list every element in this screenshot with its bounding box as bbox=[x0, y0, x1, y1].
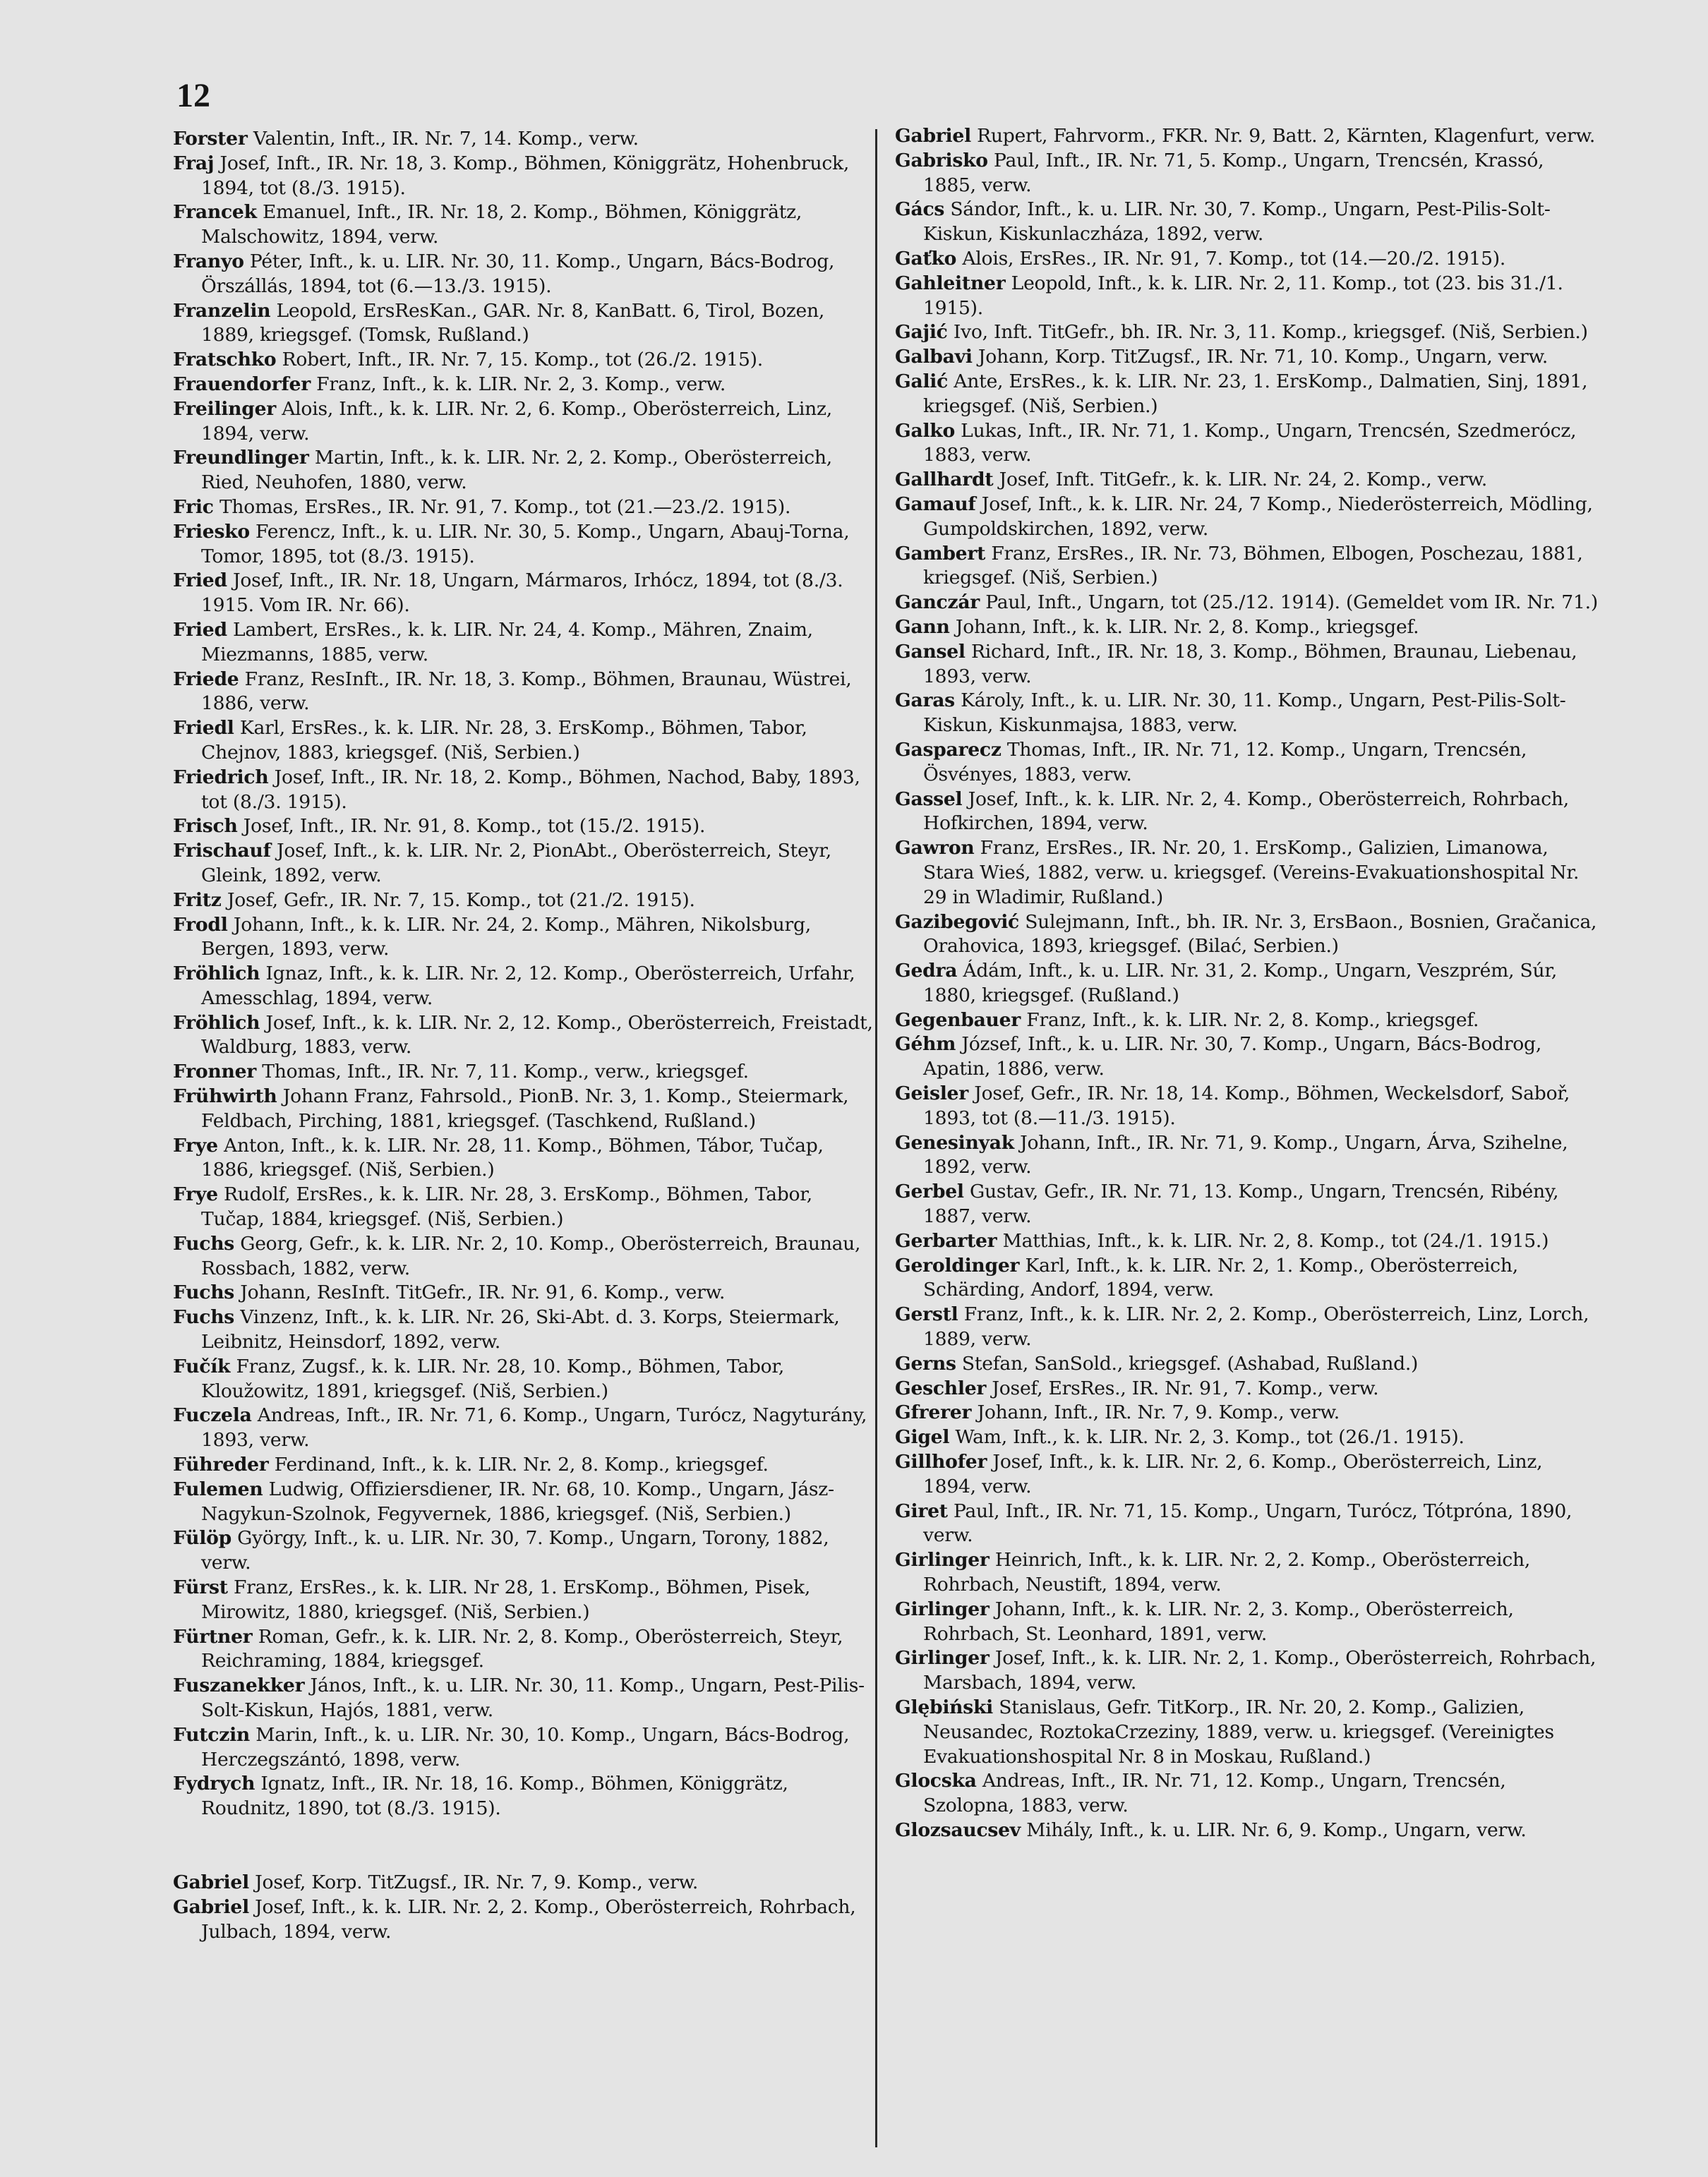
right-entry-list bbox=[895, 124, 1601, 1843]
entry bbox=[895, 1254, 1601, 1303]
entry-surname: Geisler bbox=[895, 1083, 968, 1105]
entry-details: Lambert, ErsRes., k. k. LIR. Nr. 24, 4. Komp., Mähren, Znaim, Miezmanns, 1885, verw. bbox=[201, 618, 813, 665]
entry bbox=[173, 1895, 879, 1945]
entry bbox=[173, 1305, 879, 1355]
entry-surname: Frye bbox=[173, 1134, 218, 1157]
entry-surname: Gawron bbox=[895, 837, 975, 860]
entry bbox=[173, 888, 879, 913]
entry-surname: Gajić bbox=[895, 321, 948, 344]
entry-surname: Fric bbox=[173, 495, 214, 518]
entry-details: Wam, Inft., k. k. LIR. Nr. 2, 3. Komp., tot (26./1. 1915). bbox=[949, 1426, 1465, 1449]
entry-details: Franz, Zugsf., k. k. LIR. Nr. 28, 10. Komp., Böhmen, Tabor, Kloužowitz, 1891, kriegsgef. (Niš, Serbien.) bbox=[201, 1355, 785, 1402]
entry-surname: Géhm bbox=[895, 1033, 956, 1056]
left-entry-list-g bbox=[173, 1871, 879, 1944]
entry-details: Josef, Inft., k. k. LIR. Nr. 2, PionAbt., Oberösterreich, Steyr, Gleink, 1892, verw. bbox=[201, 840, 831, 886]
entry-surname: Fuchs bbox=[173, 1232, 234, 1255]
entry-surname: Gassel bbox=[895, 788, 963, 810]
entry-surname: Futczin bbox=[173, 1723, 251, 1746]
entry-surname: Gahleitner bbox=[895, 272, 1006, 294]
entry bbox=[173, 446, 879, 495]
entry-surname: Girlinger bbox=[895, 1549, 990, 1572]
entry-surname: Gaťko bbox=[895, 247, 957, 270]
entry-details: Ludwig, Offiziersdiener, IR. Nr. 68, 10. Komp., Ungarn, Jász-Nagykun-Szolnok, Fegyvernek, 1886, kriegsgef. (Niš, Serbien.) bbox=[201, 1478, 834, 1525]
entry bbox=[895, 1450, 1601, 1500]
entry bbox=[173, 1134, 879, 1183]
entry bbox=[895, 149, 1601, 198]
entry-surname: Friedrich bbox=[173, 766, 269, 788]
entry-surname: Giret bbox=[895, 1500, 948, 1522]
entry bbox=[173, 1085, 879, 1134]
entry-surname: Glocska bbox=[895, 1770, 977, 1792]
right-column bbox=[895, 124, 1601, 1843]
entry-details: Josef, Gefr., IR. Nr. 7, 15. Komp., tot (21./2. 1915). bbox=[221, 888, 695, 911]
entry bbox=[895, 1646, 1601, 1696]
entry bbox=[173, 1871, 879, 1895]
entry bbox=[895, 910, 1601, 960]
entry bbox=[173, 1453, 879, 1478]
entry bbox=[895, 1008, 1601, 1033]
entry-surname: Gács bbox=[895, 198, 945, 221]
entry-surname: Friede bbox=[173, 668, 239, 690]
entry-surname: Gerbel bbox=[895, 1181, 964, 1203]
entry-details: Karl, Inft., k. k. LIR. Nr. 2, 1. Komp., Oberösterreich, Schärding, Andorf, 1894, verw. bbox=[923, 1254, 1518, 1301]
entry-surname: Galko bbox=[895, 419, 955, 442]
entry-details: Franz, Inft., k. k. LIR. Nr. 2, 8. Komp., kriegsgef. bbox=[1021, 1008, 1479, 1031]
entry-surname: Frühwirth bbox=[173, 1085, 277, 1108]
entry-details: Josef, Inft. TitGefr., k. k. LIR. Nr. 24, 2. Komp., verw. bbox=[993, 469, 1488, 491]
entry bbox=[895, 419, 1601, 469]
entry-details: Josef, Inft., IR. Nr. 18, Ungarn, Mármaros, Irhócz, 1894, tot (8./3. 1915. Vom IR. Nr. 66). bbox=[201, 569, 843, 617]
entry-details: Roman, Gefr., k. k. LIR. Nr. 2, 8. Komp., Oberösterreich, Steyr, Reichraming, 1884, kriegsgef. bbox=[201, 1625, 843, 1672]
entry-details: Rudolf, ErsRes., k. k. LIR. Nr. 28, 3. ErsKomp., Böhmen, Tabor, Tučap, 1884, kriegsgef. (Niš, Serbien.) bbox=[201, 1183, 812, 1231]
entry-details: Ferdinand, Inft., k. k. LIR. Nr. 2, 8. Komp., kriegsgef. bbox=[268, 1454, 769, 1476]
entry-details: Josef, Inft., k. k. LIR. Nr. 2, 6. Komp., Oberösterreich, Linz, 1894, verw. bbox=[923, 1451, 1543, 1497]
entry-details: Sándor, Inft., k. u. LIR. Nr. 30, 7. Komp., Ungarn, Pest-Pilis-Solt-Kiskun, Kiskunlaczháza, 1892, verw. bbox=[923, 198, 1551, 246]
entry-details: Franz, Inft., k. k. LIR. Nr. 2, 3. Komp., verw. bbox=[310, 373, 726, 395]
entry-details: Johann, Inft., k. k. LIR. Nr. 2, 8. Komp., kriegsgef. bbox=[949, 615, 1419, 638]
entry-details: Péter, Inft., k. u. LIR. Nr. 30, 11. Komp., Ungarn, Bács-Bodrog, Örszállás, 1894, tot (6.—13./3. 1915). bbox=[201, 250, 835, 297]
entry bbox=[173, 668, 879, 717]
entry-details: Franz, ResInft., IR. Nr. 18, 3. Komp., Böhmen, Braunau, Wüstrei, 1886, verw. bbox=[201, 668, 852, 715]
entry-details: Josef, Inft., IR. Nr. 18, 2. Komp., Böhmen, Nachod, Baby, 1893, tot (8./3. 1915). bbox=[201, 766, 860, 813]
entry-surname: Gabriel bbox=[895, 125, 971, 147]
entry-details: Georg, Gefr., k. k. LIR. Nr. 2, 10. Komp., Oberösterreich, Braunau, Rossbach, 1882, verw. bbox=[201, 1232, 861, 1279]
entry bbox=[173, 152, 879, 201]
entry-details: Johann, Inft., k. k. LIR. Nr. 2, 3. Komp., Oberösterreich, Rohrbach, St. Leonhard, 1891, verw. bbox=[923, 1598, 1514, 1645]
entry-surname: Francek bbox=[173, 201, 257, 224]
entry-surname: Gambert bbox=[895, 542, 986, 565]
entry bbox=[895, 788, 1601, 837]
page-number: 12 bbox=[176, 77, 210, 114]
entry-surname: Fritz bbox=[173, 888, 222, 911]
entry-surname: Fröhlich bbox=[173, 963, 260, 985]
entry-surname: Fratschko bbox=[173, 349, 277, 371]
entry-surname: Gedra bbox=[895, 960, 958, 982]
entry-surname: Friesko bbox=[173, 520, 250, 543]
entry-details: Josef, Inft., IR. Nr. 18, 3. Komp., Böhmen, Königgrätz, Hohenbruck, 1894, tot (8./3. 1915). bbox=[201, 152, 850, 199]
entry bbox=[895, 1303, 1601, 1352]
entry-details: Josef, Inft., k. k. LIR. Nr. 2, 2. Komp., Oberösterreich, Rohrbach, Julbach, 1894, verw. bbox=[201, 1895, 856, 1943]
entry-surname: Freilinger bbox=[173, 397, 277, 420]
entry bbox=[173, 766, 879, 815]
entry bbox=[895, 591, 1601, 615]
entry-details: Vinzenz, Inft., k. k. LIR. Nr. 26, Ski-Abt. d. 3. Korps, Steiermark, Leibnitz, Heinsdorf, 1892, verw. bbox=[201, 1306, 840, 1353]
entry bbox=[173, 618, 879, 668]
entry-details: Stefan, SanSold., kriegsgef. (Ashabad, Rußland.) bbox=[956, 1352, 1419, 1375]
entry-details: Paul, Inft., IR. Nr. 71, 15. Komp., Ungarn, Turócz, Tótpróna, 1890, verw. bbox=[923, 1500, 1572, 1547]
entry bbox=[173, 1232, 879, 1282]
entry-surname: Gegenbauer bbox=[895, 1008, 1021, 1031]
entry-surname: Gabriel bbox=[173, 1871, 249, 1893]
entry bbox=[895, 1548, 1601, 1598]
entry bbox=[173, 1772, 879, 1821]
entry bbox=[173, 1404, 879, 1453]
entry bbox=[895, 1352, 1601, 1377]
entry-surname: Führeder bbox=[173, 1454, 269, 1476]
entry bbox=[173, 716, 879, 766]
entry-details: Ivo, Inft. TitGefr., bh. IR. Nr. 3, 11. Komp., kriegsgef. (Niš, Serbien.) bbox=[947, 321, 1588, 344]
entry-surname: Fraj bbox=[173, 152, 215, 174]
entry-details: Heinrich, Inft., k. k. LIR. Nr. 2, 2. Komp., Oberösterreich, Rohrbach, Neustift, 1894, verw. bbox=[923, 1549, 1531, 1596]
entry-surname: Fulemen bbox=[173, 1478, 263, 1500]
entry-surname: Gabriel bbox=[173, 1895, 249, 1918]
entry-details: Ádám, Inft., k. u. LIR. Nr. 31, 2. Komp., Ungarn, Veszprém, Súr, 1880, kriegsgef. (Rußland.) bbox=[923, 960, 1558, 1006]
entry bbox=[173, 569, 879, 618]
entry bbox=[173, 127, 879, 152]
entry-surname: Fuchs bbox=[173, 1306, 234, 1329]
entry-surname: Glębiński bbox=[895, 1696, 994, 1718]
entry-details: Thomas, Inft., IR. Nr. 71, 12. Komp., Ungarn, Trencsén, Ösvényes, 1883, verw. bbox=[923, 738, 1527, 785]
entry-details: Ignatz, Inft., IR. Nr. 18, 16. Komp., Böhmen, Königgrätz, Roudnitz, 1890, tot (8./3. 1915). bbox=[201, 1773, 788, 1820]
entry-details: János, Inft., k. u. LIR. Nr. 30, 11. Komp., Ungarn, Pest-Pilis-Solt-Kiskun, Hajós, 1881, verw. bbox=[201, 1675, 865, 1721]
entry-surname: Gansel bbox=[895, 640, 966, 663]
entry-surname: Fried bbox=[173, 618, 227, 641]
entry-details: József, Inft., k. u. LIR. Nr. 30, 7. Komp., Ungarn, Bács-Bodrog, Apatin, 1886, verw. bbox=[923, 1033, 1542, 1080]
entry bbox=[895, 615, 1601, 640]
entry-surname: Fuszanekker bbox=[173, 1675, 305, 1697]
entry-surname: Fülöp bbox=[173, 1527, 231, 1550]
entry-surname: Fürst bbox=[173, 1576, 228, 1599]
entry-details: Josef, Gefr., IR. Nr. 18, 14. Komp., Böhmen, Weckelsdorf, Saboř, 1893, tot (8.—11./3. 1915). bbox=[923, 1083, 1570, 1129]
entry bbox=[895, 1696, 1601, 1769]
entry-details: György, Inft., k. u. LIR. Nr. 30, 7. Komp., Ungarn, Torony, 1882, verw. bbox=[201, 1527, 829, 1574]
entry-surname: Gillhofer bbox=[895, 1451, 987, 1473]
entry-details: Josef, Inft., k. k. LIR. Nr. 2, 1. Komp., Oberösterreich, Rohrbach, Marsbach, 1894, verw. bbox=[923, 1647, 1596, 1694]
entry bbox=[173, 1183, 879, 1232]
entry bbox=[173, 1355, 879, 1404]
entry-details: Andreas, Inft., IR. Nr. 71, 6. Komp., Ungarn, Turócz, Nagyturány, 1893, verw. bbox=[201, 1404, 867, 1452]
entry-details: Robert, Inft., IR. Nr. 7, 15. Komp., tot (26./2. 1915). bbox=[276, 349, 763, 371]
entry bbox=[895, 1500, 1601, 1549]
entry bbox=[173, 1674, 879, 1723]
entry-details: Alois, ErsRes., IR. Nr. 91, 7. Komp., tot (14.—20./2. 1915). bbox=[956, 247, 1506, 270]
entry-surname: Gerns bbox=[895, 1352, 956, 1375]
entry bbox=[173, 520, 879, 569]
entry-surname: Gerbarter bbox=[895, 1229, 997, 1252]
entry-surname: Geroldinger bbox=[895, 1254, 1020, 1277]
entry-details: Josef, Korp. TitZugsf., IR. Nr. 7, 9. Komp., verw. bbox=[248, 1871, 699, 1893]
entry-details: Franz, ErsRes., IR. Nr. 20, 1. ErsKomp., Galizien, Limanowa, Stara Wieś, 1882, verw. u. kriegsgef. (Vereins-Evakuationshospital Nr. 29 in Wladimir, Rußland.) bbox=[923, 837, 1580, 908]
entry bbox=[173, 1060, 879, 1085]
entry-details: Gustav, Gefr., IR. Nr. 71, 13. Komp., Ungarn, Trencsén, Ribény, 1887, verw. bbox=[923, 1181, 1559, 1228]
entry-surname: Franyo bbox=[173, 250, 244, 272]
entry-surname: Gazibegović bbox=[895, 910, 1019, 933]
entry bbox=[895, 1598, 1601, 1647]
left-column bbox=[173, 127, 879, 1944]
entry-details: Andreas, Inft., IR. Nr. 71, 12. Komp., Ungarn, Trencsén, Szolopna, 1883, verw. bbox=[923, 1770, 1506, 1817]
entry-details: Alois, Inft., k. k. LIR. Nr. 2, 6. Komp., Oberösterreich, Linz, 1894, verw. bbox=[201, 397, 833, 445]
entry bbox=[895, 1401, 1601, 1425]
entry-surname: Fried bbox=[173, 569, 227, 592]
entry-surname: Fronner bbox=[173, 1061, 257, 1083]
entry bbox=[895, 836, 1601, 910]
entry-surname: Fuchs bbox=[173, 1282, 234, 1304]
entry-surname: Gfrerer bbox=[895, 1401, 972, 1424]
entry bbox=[895, 1082, 1601, 1131]
entry-details: Josef, ErsRes., IR. Nr. 91, 7. Komp., verw. bbox=[986, 1377, 1379, 1399]
entry-surname: Fučík bbox=[173, 1355, 231, 1377]
entry bbox=[895, 640, 1601, 689]
entry bbox=[895, 1819, 1601, 1843]
entry-details: Johann, Inft., IR. Nr. 71, 9. Komp., Ungarn, Árva, Szihelne, 1892, verw. bbox=[923, 1131, 1568, 1178]
entry-surname: Girlinger bbox=[895, 1647, 990, 1670]
entry bbox=[895, 1229, 1601, 1254]
entry bbox=[173, 1281, 879, 1305]
entry-surname: Genesinyak bbox=[895, 1131, 1014, 1154]
entry-details: Stanislaus, Gefr. TitKorp., IR. Nr. 20, 2. Komp., Galizien, Neusandec, RoztokaCrzeziny, 1889, verw. u. kriegsgef. (Vereinigtes Evakuationshospital Nr. 8 in Moskau, Rußland.) bbox=[923, 1696, 1554, 1768]
entry bbox=[173, 250, 879, 299]
entry bbox=[895, 959, 1601, 1008]
entry-details: Paul, Inft., Ungarn, tot (25./12. 1914). (Gemeldet vom IR. Nr. 71.) bbox=[980, 591, 1598, 614]
entry bbox=[173, 495, 879, 520]
entry-details: Thomas, ErsRes., IR. Nr. 91, 7. Komp., tot (21.—23./2. 1915). bbox=[213, 495, 791, 518]
entry bbox=[895, 124, 1601, 149]
entry-surname: Frischauf bbox=[173, 840, 271, 862]
section-gap bbox=[173, 1821, 879, 1871]
entry-surname: Geschler bbox=[895, 1377, 987, 1399]
entry bbox=[173, 299, 879, 349]
entry-surname: Forster bbox=[173, 128, 248, 150]
entry-surname: Frauendorfer bbox=[173, 373, 311, 395]
entry-details: Károly, Inft., k. u. LIR. Nr. 30, 11. Komp., Ungarn, Pest-Pilis-Solt-Kiskun, Kiskunmajsa, 1883, verw. bbox=[923, 689, 1566, 737]
entry bbox=[895, 1377, 1601, 1401]
entry-details: Lukas, Inft., IR. Nr. 71, 1. Komp., Ungarn, Trencsén, Szedmerócz, 1883, verw. bbox=[923, 419, 1577, 466]
entry bbox=[173, 1478, 879, 1527]
entry bbox=[173, 200, 879, 250]
column-divider bbox=[875, 129, 877, 2147]
entry-details: Rupert, Fahrvorm., FKR. Nr. 9, Batt. 2, Kärnten, Klagenfurt, verw. bbox=[970, 125, 1596, 147]
entry-surname: Ganczár bbox=[895, 591, 980, 614]
entry-surname: Frisch bbox=[173, 815, 238, 838]
entry-details: Emanuel, Inft., IR. Nr. 18, 2. Komp., Böhmen, Königgrätz, Malschowitz, 1894, verw. bbox=[201, 201, 802, 248]
entry-details: Anton, Inft., k. k. LIR. Nr. 28, 11. Komp., Böhmen, Tábor, Tučap, 1886, kriegsgef. (Niš, Serbien.) bbox=[201, 1134, 824, 1181]
entry bbox=[895, 345, 1601, 370]
entry bbox=[895, 272, 1601, 321]
entry-surname: Gasparecz bbox=[895, 738, 1002, 761]
entry-details: Sulejmann, Inft., bh. IR. Nr. 3, ErsBaon., Bosnien, Gračanica, Orahovica, 1893, kriegsgef. (Bilać, Serbien.) bbox=[923, 910, 1597, 958]
entry-details: Leopold, Inft., k. k. LIR. Nr. 2, 11. Komp., tot (23. bis 31./1. 1915). bbox=[923, 272, 1563, 319]
entry-details: Richard, Inft., IR. Nr. 18, 3. Komp., Böhmen, Braunau, Liebenau, 1893, verw. bbox=[923, 640, 1577, 687]
entry bbox=[895, 1180, 1601, 1229]
entry-surname: Gerstl bbox=[895, 1303, 958, 1326]
entry-details: Ferencz, Inft., k. u. LIR. Nr. 30, 5. Komp., Ungarn, Abauj-Torna, Tomor, 1895, tot (8./3. 1915). bbox=[201, 520, 850, 567]
entry bbox=[173, 1526, 879, 1576]
entry bbox=[173, 397, 879, 447]
entry bbox=[173, 1576, 879, 1625]
entry-details: Johann, Inft., k. k. LIR. Nr. 24, 2. Komp., Mähren, Nikolsburg, Bergen, 1893, verw. bbox=[201, 913, 811, 960]
entry-surname: Franzelin bbox=[173, 299, 271, 322]
entry bbox=[895, 738, 1601, 788]
entry-details: Franz, ErsRes., IR. Nr. 73, Böhmen, Elbogen, Poschezau, 1881, kriegsgef. (Niš, Serbien.) bbox=[923, 542, 1583, 589]
entry-surname: Girlinger bbox=[895, 1598, 990, 1620]
entry-details: Ante, ErsRes., k. k. LIR. Nr. 23, 1. ErsKomp., Dalmatien, Sinj, 1891, kriegsgef. (Niš, Serbien.) bbox=[923, 370, 1588, 417]
entry bbox=[173, 913, 879, 963]
entry-details: Josef, Inft., k. k. LIR. Nr. 24, 7 Komp., Niederösterreich, Mödling, Gumpoldskirchen, 1892, verw. bbox=[923, 493, 1593, 540]
entry-details: Ignaz, Inft., k. k. LIR. Nr. 2, 12. Komp., Oberösterreich, Urfahr, Amesschlag, 1894, verw. bbox=[201, 963, 855, 1009]
entry-surname: Fydrych bbox=[173, 1773, 255, 1795]
entry bbox=[895, 468, 1601, 493]
entry-surname: Frye bbox=[173, 1183, 218, 1206]
entry-surname: Gann bbox=[895, 615, 950, 638]
entry bbox=[173, 1011, 879, 1061]
entry-surname: Gallhardt bbox=[895, 469, 994, 491]
entry bbox=[895, 320, 1601, 345]
entry-surname: Galić bbox=[895, 370, 949, 392]
entry-details: Mihály, Inft., k. u. LIR. Nr. 6, 9. Komp., Ungarn, verw. bbox=[1020, 1819, 1527, 1841]
entry-surname: Freundlinger bbox=[173, 447, 309, 469]
entry bbox=[895, 247, 1601, 272]
entry-surname: Friedl bbox=[173, 717, 234, 740]
left-entry-list bbox=[173, 127, 879, 1821]
entry-surname: Glozsaucsev bbox=[895, 1819, 1021, 1841]
entry-details: Johann Franz, Fahrsold., PionB. Nr. 3, 1. Komp., Steiermark, Feldbach, Pirching, 1881, kriegsgef. (Taschkend, Rußland.) bbox=[201, 1085, 849, 1132]
entry-details: Josef, Inft., k. k. LIR. Nr. 2, 12. Komp., Oberösterreich, Freistadt, Waldburg, 1883, verw. bbox=[201, 1011, 873, 1059]
entry bbox=[895, 542, 1601, 591]
entry-surname: Frodl bbox=[173, 913, 228, 936]
entry-details: Franz, ErsRes., k. k. LIR. Nr 28, 1. ErsKomp., Böhmen, Pisek, Mirowitz, 1880, kriegsgef. (Niš, Serbien.) bbox=[201, 1576, 811, 1623]
entry bbox=[173, 839, 879, 888]
entry-surname: Fürtner bbox=[173, 1625, 253, 1648]
entry-surname: Galbavi bbox=[895, 346, 973, 368]
entry-details: Johann, Korp. TitZugsf., IR. Nr. 71, 10. Komp., Ungarn, verw. bbox=[972, 346, 1548, 368]
entry-details: Martin, Inft., k. k. LIR. Nr. 2, 2. Komp., Oberösterreich, Ried, Neuhofen, 1880, verw. bbox=[201, 447, 832, 494]
entry-surname: Fuczela bbox=[173, 1404, 252, 1427]
entry-details: Franz, Inft., k. k. LIR. Nr. 2, 2. Komp., Oberösterreich, Linz, Lorch, 1889, verw. bbox=[923, 1303, 1589, 1351]
entry bbox=[895, 1032, 1601, 1082]
entry bbox=[895, 493, 1601, 542]
entry bbox=[895, 370, 1601, 419]
entry-details: Paul, Inft., IR. Nr. 71, 5. Komp., Ungarn, Trencsén, Krassó, 1885, verw. bbox=[923, 149, 1544, 196]
entry-details: Matthias, Inft., k. k. LIR. Nr. 2, 8. Komp., tot (24./1. 1915.) bbox=[997, 1229, 1549, 1252]
entry-details: Johann, ResInft. TitGefr., IR. Nr. 91, 6. Komp., verw. bbox=[234, 1282, 726, 1304]
entry-details: Valentin, Inft., IR. Nr. 7, 14. Komp., verw. bbox=[247, 128, 639, 150]
entry-details: Thomas, Inft., IR. Nr. 7, 11. Komp., verw., kriegsgef. bbox=[256, 1061, 749, 1083]
entry-surname: Gamauf bbox=[895, 493, 976, 515]
entry-details: Johann, Inft., IR. Nr. 7, 9. Komp., verw. bbox=[971, 1401, 1340, 1424]
entry-surname: Gabrisko bbox=[895, 149, 988, 171]
entry bbox=[895, 1131, 1601, 1181]
entry-surname: Gigel bbox=[895, 1426, 950, 1449]
entry-details: Leopold, ErsResKan., GAR. Nr. 8, KanBatt. 6, Tirol, Bozen, 1889, kriegsgef. (Tomsk, Rußland.) bbox=[201, 299, 825, 346]
entry bbox=[895, 198, 1601, 247]
entry-details: Marin, Inft., k. u. LIR. Nr. 30, 10. Komp., Ungarn, Bács-Bodrog, Herczegszántó, 1898, verw. bbox=[201, 1723, 850, 1771]
entry bbox=[173, 962, 879, 1011]
entry-surname: Garas bbox=[895, 689, 955, 712]
entry-details: Josef, Inft., IR. Nr. 91, 8. Komp., tot (15./2. 1915). bbox=[237, 815, 706, 838]
entry bbox=[173, 1625, 879, 1675]
entry-details: Josef, Inft., k. k. LIR. Nr. 2, 4. Komp., Oberösterreich, Rohrbach, Hofkirchen, 1894, verw. bbox=[923, 788, 1569, 835]
entry bbox=[173, 348, 879, 373]
entry bbox=[895, 1769, 1601, 1819]
entry bbox=[895, 1425, 1601, 1450]
entry bbox=[173, 373, 879, 397]
entry-surname: Fröhlich bbox=[173, 1011, 260, 1034]
entry bbox=[173, 814, 879, 839]
entry bbox=[895, 689, 1601, 738]
entry bbox=[173, 1723, 879, 1773]
entry-details: Karl, ErsRes., k. k. LIR. Nr. 28, 3. ErsKomp., Böhmen, Tabor, Chejnov, 1883, kriegsgef. (Niš, Serbien.) bbox=[201, 717, 807, 764]
